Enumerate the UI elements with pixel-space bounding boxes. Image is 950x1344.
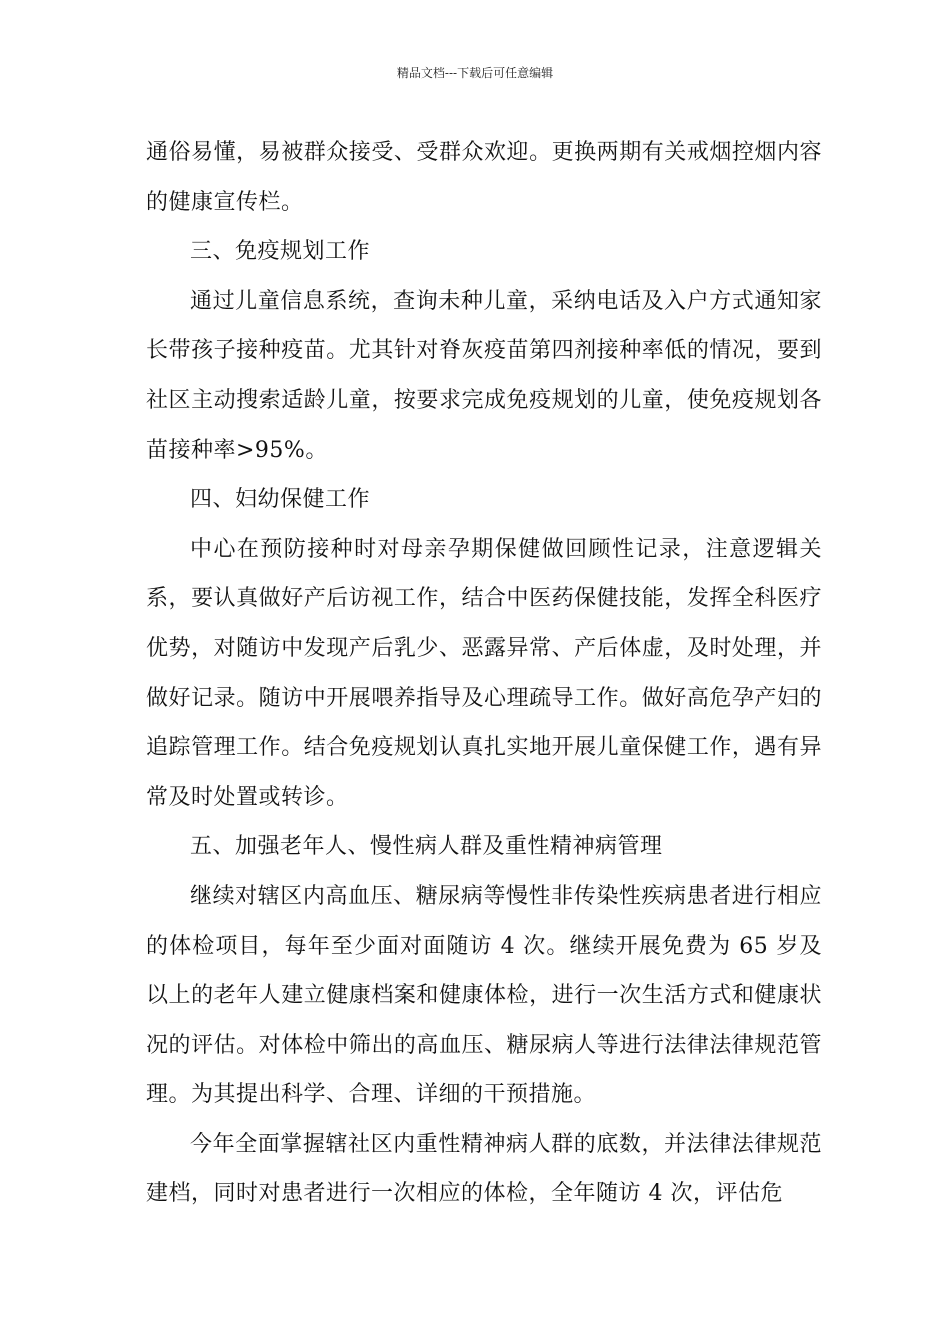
section-heading-immunization: 三、免疫规划工作	[190, 239, 371, 265]
document-body	[146, 128, 822, 1219]
section-heading-elderly-chronic: 五、加强老年人、慢性病人群及重性精神病管理	[190, 834, 663, 860]
section-heading-maternal-child: 四、妇幼保健工作	[190, 487, 371, 513]
paragraph-mental-health: 今年全面掌握辖社区内重性精神病人群的底数，并法律法律规范建档，同时对患者进行一次相应的体检，全年随访 4 次，评估危	[146, 1131, 822, 1207]
page-header: 精品文档---下载后可任意编辑	[396, 66, 554, 80]
paragraph-immunization: 通过儿童信息系统，查询未种儿童，采纳电话及入户方式通知家长带孩子接种疫苗。尤其针对脊灰疫苗第四剂接种率低的情况，要到社区主动搜索适龄儿童，按要求完成免疫规划的儿童，使免疫规划各苗接种率>95%。	[146, 288, 822, 463]
paragraph-maternal-child: 中心在预防接种时对母亲孕期保健做回顾性记录，注意逻辑关系，要认真做好产后访视工作，结合中医药保健技能，发挥全科医疗优势，对随访中发现产后乳少、恶露异常、产后体虚，及时处理，并做好记录。随访中开展喂养指导及心理疏导工作。做好高危孕产妇的追踪管理工作。结合免疫规划认真扎实地开展儿童保健工作，遇有异常及时处置或转诊。	[146, 536, 822, 810]
paragraph-chronic-disease: 继续对辖区内高血压、糖尿病等慢性非传染性疾病患者进行相应的体检项目，每年至少面对面随访 4 次。继续开展免费为 65 岁及以上的老年人建立健康档案和健康体检，进行一次生活方式和健康状况的评估。对体检中筛出的高血压、糖尿病人等进行法律法律规范管理。为其提出科学、合理、详细的干预措施。	[146, 883, 822, 1108]
paragraph-continuation: 通俗易懂，易被群众接受、受群众欢迎。更换两期有关戒烟控烟内容的健康宣传栏。	[146, 140, 822, 215]
